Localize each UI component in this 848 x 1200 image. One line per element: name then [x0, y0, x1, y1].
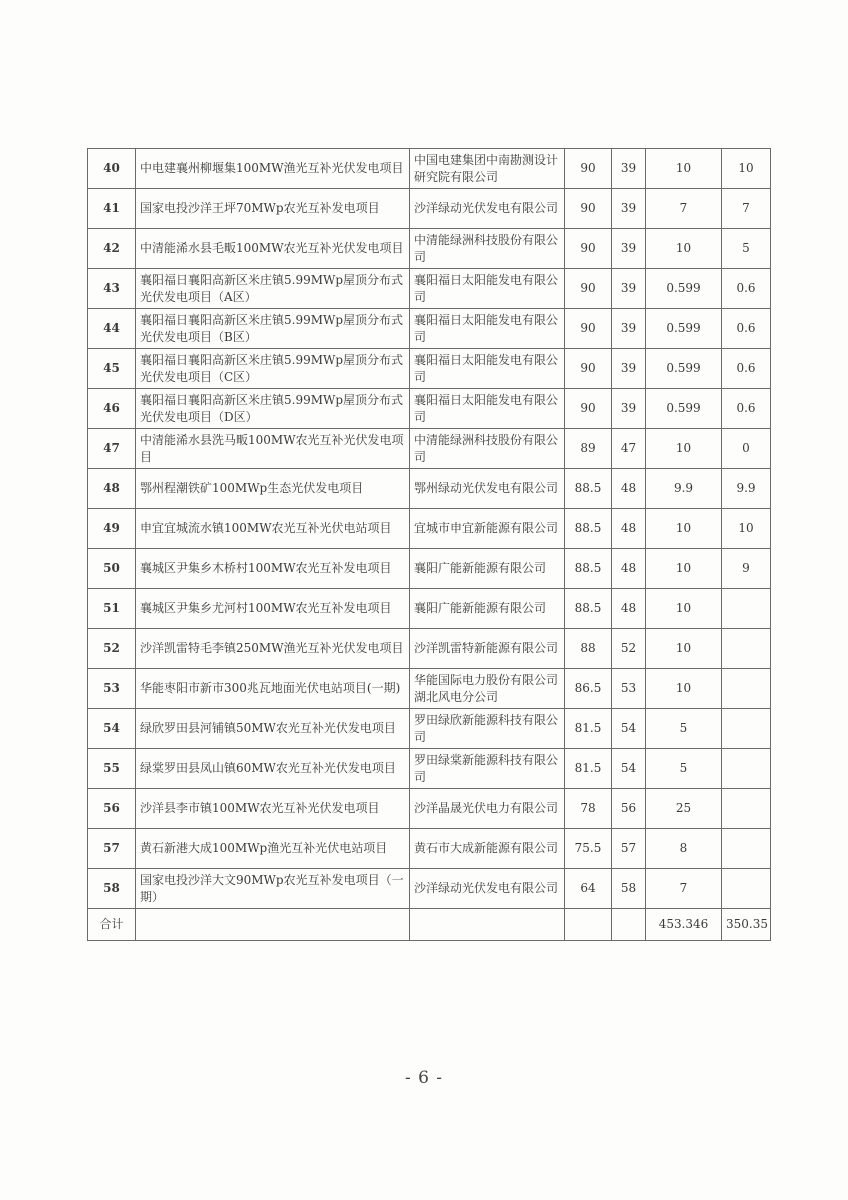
allocated-cell	[722, 589, 771, 629]
score-cell: 90	[565, 309, 612, 349]
capacity-cell: 10	[646, 589, 722, 629]
project-name: 襄阳福日襄阳高新区米庄镇5.99MWp屋顶分布式光伏发电项目（B区）	[136, 309, 410, 349]
row-number: 43	[88, 269, 136, 309]
rank-cell: 39	[612, 389, 646, 429]
company-name: 中清能绿洲科技股份有限公司	[410, 429, 565, 469]
score-cell: 88.5	[565, 509, 612, 549]
company-name: 沙洋晶晟光伏电力有限公司	[410, 789, 565, 829]
company-name: 沙洋绿动光伏发电有限公司	[410, 189, 565, 229]
table-row	[88, 669, 771, 709]
score-cell: 90	[565, 189, 612, 229]
score-cell: 81.5	[565, 709, 612, 749]
row-number: 42	[88, 229, 136, 269]
capacity-cell: 25	[646, 789, 722, 829]
table-row	[88, 429, 771, 469]
row-number: 46	[88, 389, 136, 429]
capacity-cell: 0.599	[646, 269, 722, 309]
project-name: 国家电投沙洋王坪70MWp农光互补发电项目	[136, 189, 410, 229]
project-name: 黄石新港大成100MWp渔光互补光伏电站项目	[136, 829, 410, 869]
total-label: 合计	[88, 909, 136, 941]
project-name: 鄂州程潮铁矿100MWp生态光伏发电项目	[136, 469, 410, 509]
allocated-cell: 0.6	[722, 269, 771, 309]
rank-cell: 56	[612, 789, 646, 829]
project-name: 国家电投沙洋大文90MWp农光互补发电项目（一期）	[136, 869, 410, 909]
row-number: 49	[88, 509, 136, 549]
table-row	[88, 189, 771, 229]
score-cell: 88.5	[565, 469, 612, 509]
row-number: 48	[88, 469, 136, 509]
row-number: 57	[88, 829, 136, 869]
company-name: 襄阳福日太阳能发电有限公司	[410, 349, 565, 389]
project-name: 襄阳福日襄阳高新区米庄镇5.99MWp屋顶分布式光伏发电项目（D区）	[136, 389, 410, 429]
rank-cell: 48	[612, 549, 646, 589]
company-name: 宜城市申宜新能源有限公司	[410, 509, 565, 549]
project-name: 襄阳福日襄阳高新区米庄镇5.99MWp屋顶分布式光伏发电项目（A区）	[136, 269, 410, 309]
score-cell: 90	[565, 389, 612, 429]
company-name: 襄阳福日太阳能发电有限公司	[410, 389, 565, 429]
rank-cell: 54	[612, 709, 646, 749]
empty-cell	[136, 909, 410, 941]
company-name: 黄石市大成新能源有限公司	[410, 829, 565, 869]
rank-cell: 48	[612, 509, 646, 549]
allocated-cell: 9	[722, 549, 771, 589]
table-row	[88, 749, 771, 789]
project-name: 沙洋凯雷特毛李镇250MW渔光互补光伏发电项目	[136, 629, 410, 669]
score-cell: 89	[565, 429, 612, 469]
company-name: 襄阳广能新能源有限公司	[410, 589, 565, 629]
allocated-cell: 0.6	[722, 349, 771, 389]
project-name: 绿棠罗田县凤山镇60MW农光互补光伏发电项目	[136, 749, 410, 789]
capacity-cell: 10	[646, 629, 722, 669]
project-name: 华能枣阳市新市300兆瓦地面光伏电站项目(一期)	[136, 669, 410, 709]
company-name: 鄂州绿动光伏发电有限公司	[410, 469, 565, 509]
table-row	[88, 469, 771, 509]
row-number: 44	[88, 309, 136, 349]
company-name: 罗田绿棠新能源科技有限公司	[410, 749, 565, 789]
capacity-cell: 10	[646, 149, 722, 189]
score-cell: 88	[565, 629, 612, 669]
allocated-cell	[722, 829, 771, 869]
score-cell: 81.5	[565, 749, 612, 789]
capacity-cell: 5	[646, 709, 722, 749]
rank-cell: 39	[612, 149, 646, 189]
rank-cell: 48	[612, 469, 646, 509]
company-name: 襄阳福日太阳能发电有限公司	[410, 269, 565, 309]
project-name: 襄城区尹集乡木桥村100MW农光互补发电项目	[136, 549, 410, 589]
allocated-cell: 0.6	[722, 389, 771, 429]
capacity-cell: 0.599	[646, 309, 722, 349]
table-row	[88, 629, 771, 669]
total-allocated: 350.35	[722, 909, 771, 941]
project-name: 绿欣罗田县河铺镇50MW农光互补光伏发电项目	[136, 709, 410, 749]
score-cell: 64	[565, 869, 612, 909]
project-name: 中清能浠水县毛畈100MW农光互补光伏发电项目	[136, 229, 410, 269]
score-cell: 88.5	[565, 549, 612, 589]
row-number: 51	[88, 589, 136, 629]
capacity-cell: 5	[646, 749, 722, 789]
capacity-cell: 0.599	[646, 389, 722, 429]
project-name: 中清能浠水县洗马畈100MW农光互补光伏发电项目	[136, 429, 410, 469]
score-cell: 75.5	[565, 829, 612, 869]
table-row	[88, 789, 771, 829]
company-name: 襄阳广能新能源有限公司	[410, 549, 565, 589]
table-row	[88, 349, 771, 389]
row-number: 41	[88, 189, 136, 229]
score-cell: 90	[565, 149, 612, 189]
row-number: 47	[88, 429, 136, 469]
allocated-cell	[722, 709, 771, 749]
rank-cell: 48	[612, 589, 646, 629]
company-name: 沙洋绿动光伏发电有限公司	[410, 869, 565, 909]
row-number: 55	[88, 749, 136, 789]
total-capacity: 453.346	[646, 909, 722, 941]
score-cell: 90	[565, 349, 612, 389]
capacity-cell: 10	[646, 669, 722, 709]
allocated-cell	[722, 869, 771, 909]
row-number: 58	[88, 869, 136, 909]
allocated-cell	[722, 789, 771, 829]
score-cell: 90	[565, 269, 612, 309]
allocated-cell	[722, 629, 771, 669]
row-number: 52	[88, 629, 136, 669]
company-name: 中国电建集团中南勘测设计研究院有限公司	[410, 149, 565, 189]
empty-cell	[612, 909, 646, 941]
rank-cell: 39	[612, 309, 646, 349]
company-name: 沙洋凯雷特新能源有限公司	[410, 629, 565, 669]
score-cell: 86.5	[565, 669, 612, 709]
rank-cell: 39	[612, 349, 646, 389]
company-name: 罗田绿欣新能源科技有限公司	[410, 709, 565, 749]
allocated-cell	[722, 669, 771, 709]
row-number: 50	[88, 549, 136, 589]
allocated-cell: 0	[722, 429, 771, 469]
row-number: 56	[88, 789, 136, 829]
table-row	[88, 709, 771, 749]
table-row	[88, 509, 771, 549]
capacity-cell: 7	[646, 869, 722, 909]
table-row	[88, 269, 771, 309]
project-name: 襄阳福日襄阳高新区米庄镇5.99MWp屋顶分布式光伏发电项目（C区）	[136, 349, 410, 389]
row-number: 54	[88, 709, 136, 749]
company-name: 华能国际电力股份有限公司湖北风电分公司	[410, 669, 565, 709]
company-name: 中清能绿洲科技股份有限公司	[410, 229, 565, 269]
table-row	[88, 149, 771, 189]
row-number: 45	[88, 349, 136, 389]
table-row	[88, 549, 771, 589]
capacity-cell: 10	[646, 429, 722, 469]
allocated-cell: 0.6	[722, 309, 771, 349]
company-name: 襄阳福日太阳能发电有限公司	[410, 309, 565, 349]
score-cell: 90	[565, 229, 612, 269]
allocated-cell: 9.9	[722, 469, 771, 509]
rank-cell: 54	[612, 749, 646, 789]
rank-cell: 47	[612, 429, 646, 469]
rank-cell: 39	[612, 229, 646, 269]
allocated-cell: 10	[722, 509, 771, 549]
allocated-cell	[722, 749, 771, 789]
table-row	[88, 229, 771, 269]
rank-cell: 39	[612, 189, 646, 229]
capacity-cell: 10	[646, 229, 722, 269]
page-number: - 6 -	[404, 1068, 444, 1088]
allocated-cell: 5	[722, 229, 771, 269]
table-row	[88, 869, 771, 909]
project-name: 襄城区尹集乡尤河村100MW农光互补发电项目	[136, 589, 410, 629]
project-name: 沙洋县李市镇100MW农光互补光伏发电项目	[136, 789, 410, 829]
row-number: 40	[88, 149, 136, 189]
table-row	[88, 309, 771, 349]
rank-cell: 57	[612, 829, 646, 869]
total-row	[88, 909, 771, 941]
rank-cell: 58	[612, 869, 646, 909]
project-table-body	[88, 149, 771, 941]
allocated-cell: 7	[722, 189, 771, 229]
table-row	[88, 389, 771, 429]
allocated-cell: 10	[722, 149, 771, 189]
rank-cell: 52	[612, 629, 646, 669]
project-table	[87, 148, 771, 941]
capacity-cell: 0.599	[646, 349, 722, 389]
capacity-cell: 10	[646, 549, 722, 589]
empty-cell	[410, 909, 565, 941]
score-cell: 88.5	[565, 589, 612, 629]
capacity-cell: 7	[646, 189, 722, 229]
rank-cell: 53	[612, 669, 646, 709]
table-row	[88, 589, 771, 629]
capacity-cell: 10	[646, 509, 722, 549]
capacity-cell: 9.9	[646, 469, 722, 509]
score-cell: 78	[565, 789, 612, 829]
table-row	[88, 829, 771, 869]
project-name: 中电建襄州柳堰集100MW渔光互补光伏发电项目	[136, 149, 410, 189]
empty-cell	[565, 909, 612, 941]
capacity-cell: 8	[646, 829, 722, 869]
row-number: 53	[88, 669, 136, 709]
rank-cell: 39	[612, 269, 646, 309]
project-name: 申宜宜城流水镇100MW农光互补光伏电站项目	[136, 509, 410, 549]
